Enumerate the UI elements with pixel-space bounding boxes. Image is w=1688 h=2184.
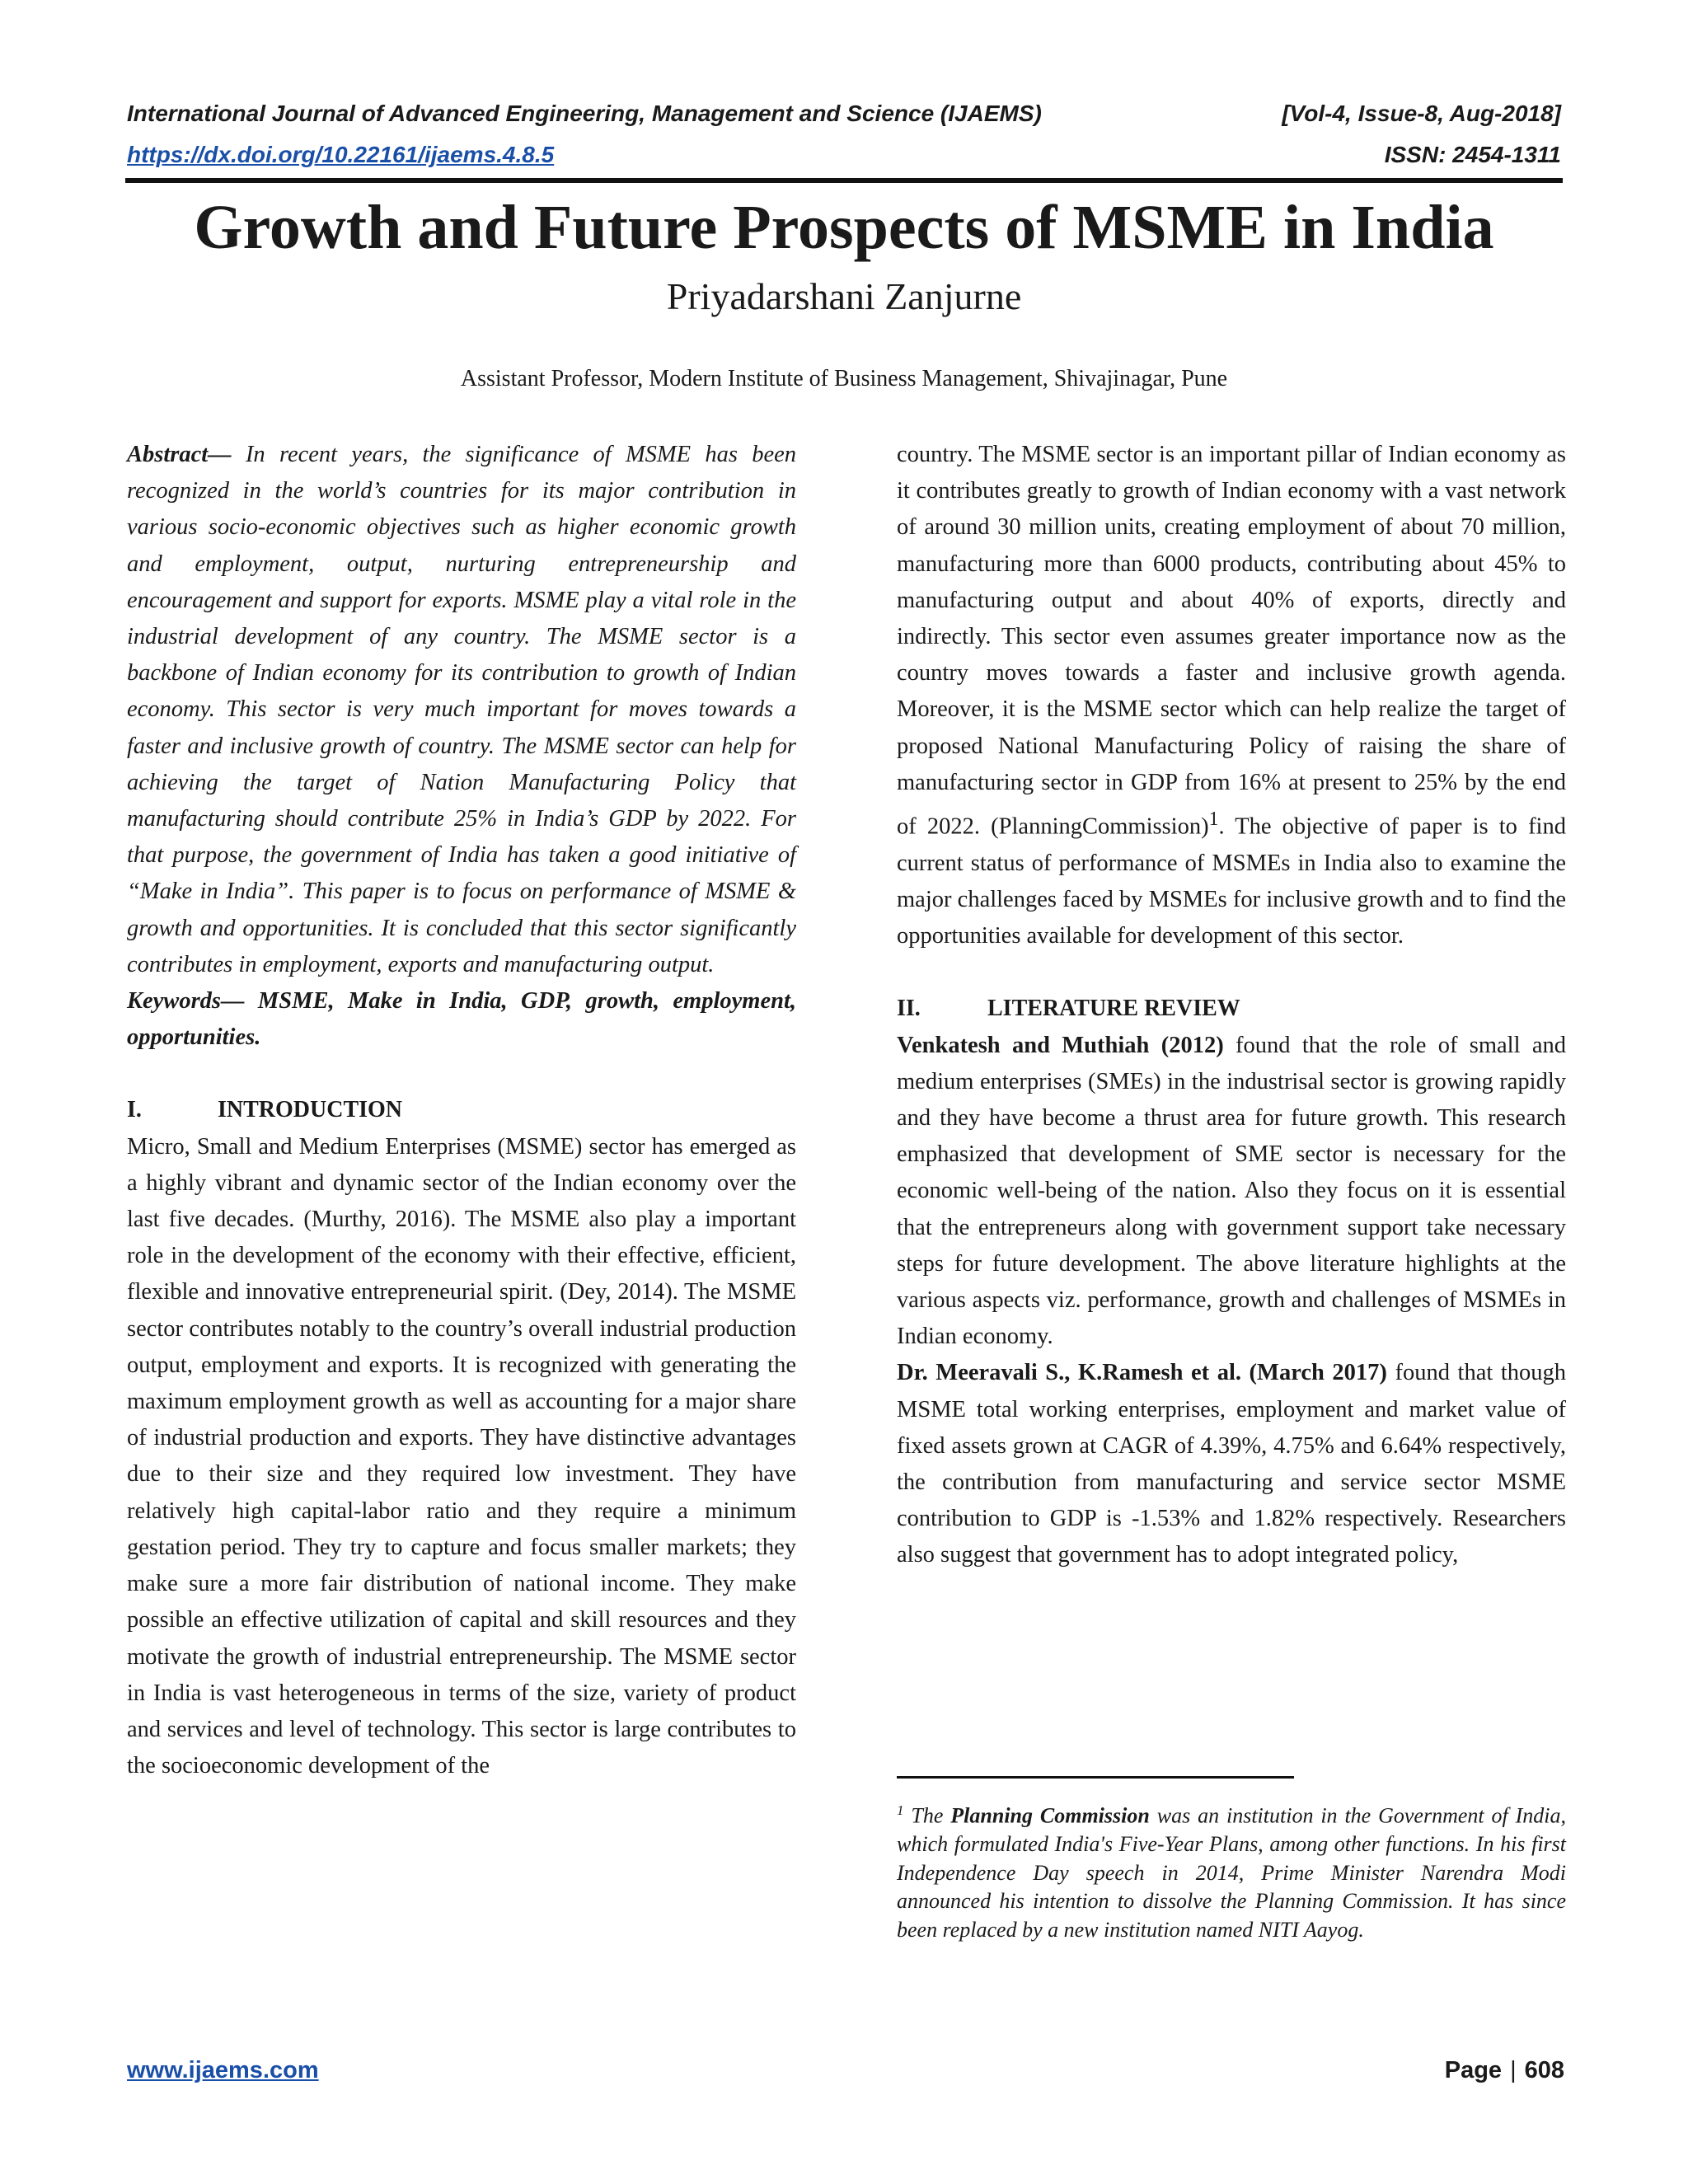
introduction-continued-a: country. The MSME sector is an important pillar of Indian economy as it contributes greatly to growth of Indian economy with a vast network of around 30 million units, creating employment of about 70 million, manufacturing more than 6000 products, contributing about 45% to manufacturing output and about 40% of exports, directly and indirectly. This sector even assumes greater importance now as the country moves towards a faster and inclusive growth agenda. Moreover, it is the MSME sector which can help realize the target of proposed National Manufacturing Policy of raising the share of manufacturing sector in GDP from 16% at present to 25% by the end of 2022. (PlanningCommission) (897, 442, 1566, 840)
issn: ISSN: 2454-1311 (1384, 142, 1561, 167)
literature-text-2: found that though MSME total working enterprises, employment and market value of fixed assets grown at CAGR of 4.39%, 4.75% and 6.64% respectively, the contribution from manufacturing and service sector MSME contribution to GDP is -1.53% and 1.82% respectively. Researchers also suggest that government has to adopt integrated policy, (897, 1360, 1566, 1568)
citation-venkatesh: Venkatesh and Muthiah (2012) (897, 1032, 1224, 1058)
footnote-reference: 1 (1208, 808, 1219, 831)
paper-author: Priyadarshani Zanjurne (666, 275, 1022, 317)
page-number-footer (1445, 2057, 1564, 2084)
author-affiliation: Assistant Professor, Modern Institute of Business Management, Shivajinagar, Pune (460, 366, 1228, 391)
section-title: LITERATURE REVIEW (987, 996, 1240, 1022)
page-separator: | (1510, 2057, 1517, 2083)
citation-meeravali: Dr. Meeravali S., K.Ramesh et al. (March 2017) (897, 1360, 1387, 1386)
volume-issue: [Vol-4, Issue-8, Aug-2018] (1282, 101, 1561, 126)
section-heading-introduction (127, 1092, 796, 1128)
footnote-text: The (903, 1803, 951, 1828)
footnote-text: was an institution in the Government of India, which formulated India's Five-Year Plans, among other functions. In his first Independence Day speech in 2014, Prime Minister Narendra Modi announced his intention to dissolve the Planning Commission. It has since been replaced by a new institution named NITI Aayog. (897, 1803, 1567, 1942)
abstract-text: In recent years, the significance of MSME has been recognized in the world’s countries for its major contribution in various socio-economic objectives such as higher economic growth and employment, output, nurturing entrepreneurship and encouragement and support for exports. MSME play a vital role in the industrial development of any country. The MSME sector is a backbone of Indian economy for its contribution to growth of Indian economy. This sector is very much important for moves towards a faster and inclusive growth of country. The MSME sector can help for achieving the target of Nation Manufacturing Policy that manufacturing should contribute 25% in India’s GDP by 2022. For that purpose, the government of India has taken a good initiative of “Make in India”. This paper is to focus on performance of MSME & growth and opportunities. It is concluded that this sector significantly contributes in employment, exports and manufacturing output. (127, 442, 796, 977)
section-number: II. (897, 996, 921, 1022)
header-rule (125, 178, 1563, 183)
abstract (127, 437, 796, 983)
footnote-rule (897, 1776, 1294, 1779)
footnote-mark: 1 (897, 1802, 904, 1818)
right-column (897, 437, 1566, 1574)
abstract-label: Abstract— (127, 442, 232, 467)
introduction-continued (897, 437, 1566, 954)
section-title: INTRODUCTION (218, 1097, 403, 1123)
left-column (127, 437, 796, 1784)
footnote (897, 1797, 1566, 1944)
paper-title: Growth and Future Prospects of MSME in India (194, 193, 1494, 262)
website-link[interactable]: www.ijaems.com (127, 2057, 319, 2083)
doi-link[interactable]: https://dx.doi.org/10.22161/ijaems.4.8.5 (127, 142, 555, 167)
section-heading-literature (897, 991, 1566, 1027)
footer-left (127, 2057, 319, 2084)
keywords: Keywords— MSME, Make in India, GDP, growth, employment, opportunities. (127, 988, 796, 1051)
literature-paragraph-2 (897, 1355, 1566, 1573)
journal-name: International Journal of Advanced Engineering, Management and Science (IJAEMS) (127, 101, 1042, 126)
literature-paragraph-1 (897, 1028, 1566, 1356)
introduction-continued-b: . The objective of paper is to find current status of performance of MSMEs in India also to examine the major challenges faced by MSMEs for inclusive growth and to find the opportunities available for development of this sector. (897, 813, 1566, 949)
footnote-bold: Planning Commission (950, 1803, 1150, 1828)
page-label: Page (1444, 2057, 1503, 2083)
page-number: 608 (1524, 2057, 1564, 2083)
section-number: I. (127, 1097, 142, 1123)
introduction-text: Micro, Small and Medium Enterprises (MSME) sector has emerged as a highly vibrant and dynamic sector of the Indian economy over the last five decades. (Murthy, 2016). The MSME also play a important role in the development of the economy with their effective, efficient, flexible and innovative entrepreneurial spirit. (Dey, 2014). The MSME sector contributes notably to the country’s overall industrial production output, employment and exports. It is recognized with generating the maximum employment growth as well as accounting for a major share of industrial production and exports. They have distinctive advantages due to their size and they required low investment. They have relatively high capital-labor ratio and they require a minimum gestation period. They try to capture and focus smaller markets; they make sure a more fair distribution of national income. They make possible an effective utilization of capital and skill resources and they motivate the growth of industrial entrepreneurship. The MSME sector in India is vast heterogeneous in terms of the size, variety of product and services and level of technology. This sector is large contributes to the socioeconomic development of the (127, 1133, 796, 1779)
literature-text-1: found that the role of small and medium enterprises (SMEs) in the industrisal sector is growing rapidly and they have become a thrust area for future growth. This research emphasized that development of SME sector is necessary for the economic well-being of the nation. Also they focus on it is essential that the entrepreneurs along with government support take necessary steps for future development. The above literature highlights at the various aspects viz. performance, growth and challenges of MSMEs in Indian economy. (897, 1032, 1566, 1350)
